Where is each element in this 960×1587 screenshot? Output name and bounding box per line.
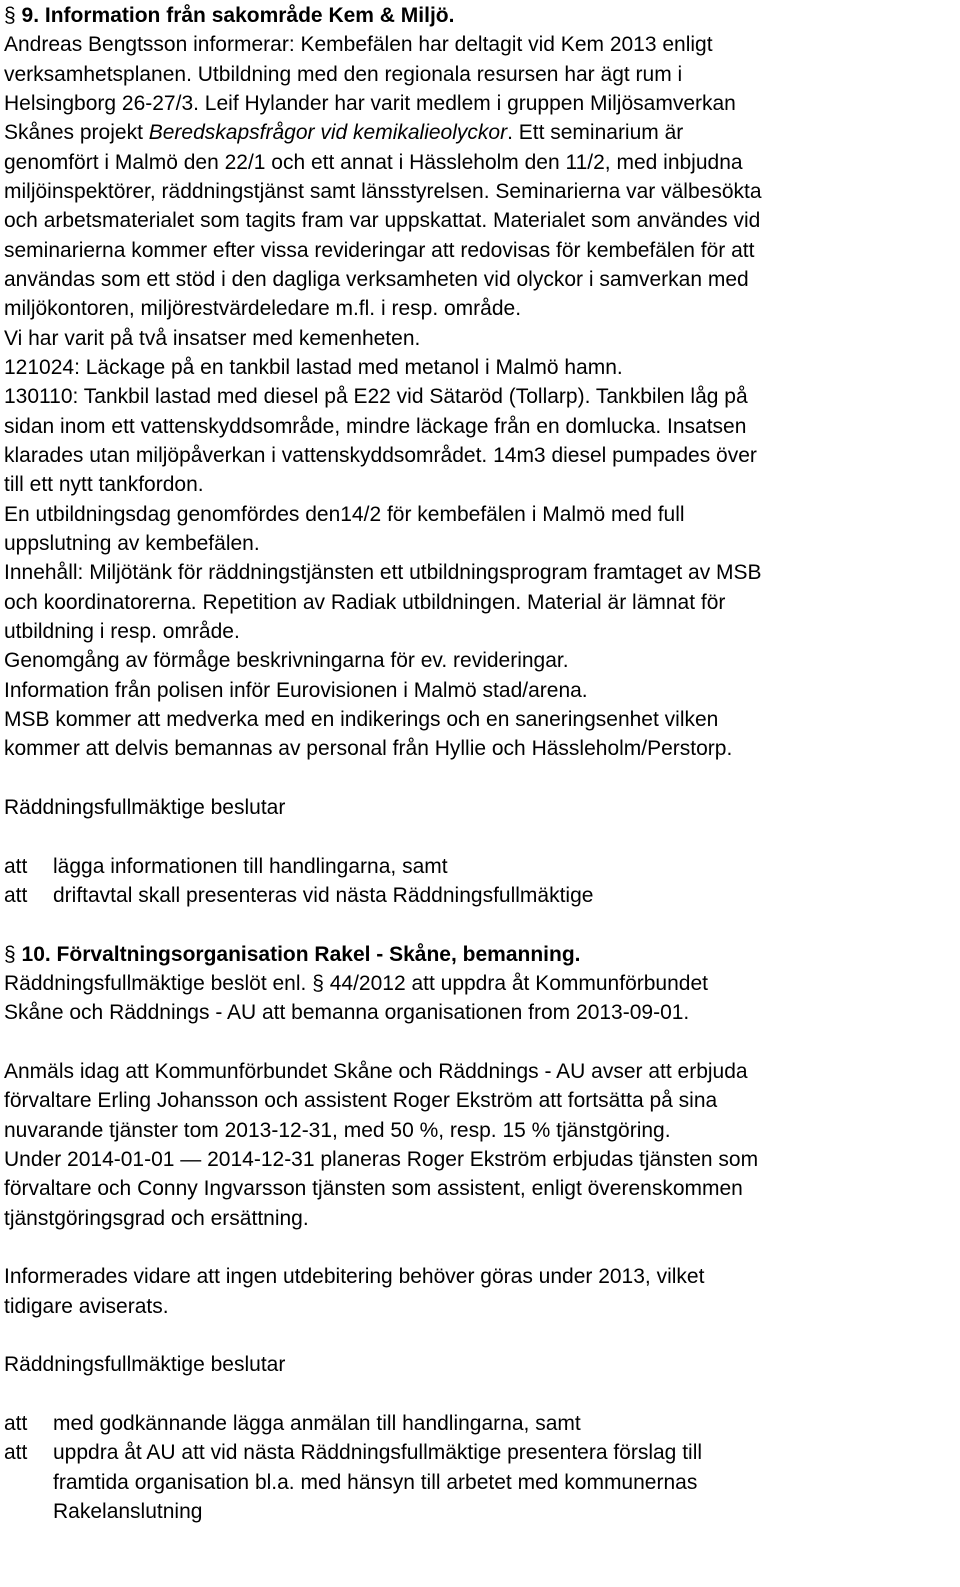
paragraph-sign: § [312, 972, 324, 995]
body-line: miljökontoren, miljörestvärdeledare m.fl. i resp. område. [4, 297, 522, 320]
decision-continuation [4, 1498, 954, 1526]
body-text: Räddningsfullmäktige beslöt enl. [4, 972, 313, 995]
body-line: uppslutning av kembefälen. [4, 532, 260, 555]
paragraph-sign: § [4, 4, 16, 27]
body-line [4, 970, 708, 998]
body-line: nuvarande tjänster tom 2013-12-31, med 50 %, resp. 15 % tjänstgöring. [4, 1119, 671, 1142]
body-line: Innehåll: Miljötänk för räddningstjänsten ett utbildningsprogram framtaget av MSB [4, 561, 762, 584]
body-line: seminarierna kommer efter vissa revideringar att redovisas för kembefälen för att [4, 239, 755, 262]
decision-label: att [4, 884, 28, 907]
decision-text: lägga informationen till handlingarna, samt [53, 855, 448, 878]
body-line: och arbetsmaterialet som tagits fram var uppskattat. Materialet som användes vid [4, 209, 761, 232]
body-text: Skånes projekt [4, 121, 149, 144]
decision-title: Räddningsfullmäktige beslutar [4, 796, 286, 819]
body-line: Genomgång av förmåge beskrivningarna för ev. revideringar. [4, 649, 569, 672]
decision-text: Rakelanslutning [53, 1500, 203, 1523]
body-line: klarades utan miljöpåverkan i vattenskyddsområdet. 14m3 diesel pumpades över [4, 444, 757, 467]
decision-text: framtida organisation bl.a. med hänsyn till arbetet med kommunernas [53, 1471, 698, 1494]
body-line: MSB kommer att medverka med en indikerings och en saneringsenhet vilken [4, 708, 719, 731]
body-line: Anmäls idag att Kommunförbundet Skåne och Räddnings - AU avser att erbjuda [4, 1060, 748, 1083]
decision-item [4, 1410, 954, 1438]
body-line: tjänstgöringsgrad och ersättning. [4, 1207, 309, 1230]
body-line: och koordinatorerna. Repetition av Radiak utbildningen. Material är lämnat för [4, 591, 726, 614]
body-line: till ett nytt tankfordon. [4, 473, 204, 496]
decision-item [4, 882, 954, 910]
body-line: verksamhetsplanen. Utbildning med den regionala resursen har ägt rum i [4, 63, 683, 86]
body-line: förvaltare Erling Johansson och assistent Roger Ekström att fortsätta på sina [4, 1089, 718, 1112]
body-text: 44/2012 att uppdra åt Kommunförbundet [323, 972, 708, 995]
body-line: utbildning i resp. område. [4, 620, 240, 643]
decision-label: att [4, 1441, 28, 1464]
section-9-title: 9. Information från sakområde Kem & Miljö. [21, 4, 455, 27]
body-line: Vi har varit på två insatser med kemenheten. [4, 327, 421, 350]
decision-text: driftavtal skall presenteras vid nästa Räddningsfullmäktige [53, 884, 594, 907]
decision-text: med godkännande lägga anmälan till handlingarna, samt [53, 1412, 581, 1435]
body-line: tidigare aviserats. [4, 1295, 169, 1318]
body-line: förvaltare och Conny Ingvarsson tjänsten som assistent, enligt överenskommen [4, 1177, 743, 1200]
decision-text: uppdra åt AU att vid nästa Räddningsfullmäktige presentera förslag till [53, 1441, 703, 1464]
body-line [4, 119, 683, 147]
decision-item [4, 1439, 954, 1467]
body-line: Andreas Bengtsson informerar: Kembefälen har deltagit vid Kem 2013 enligt [4, 33, 713, 56]
body-line: kommer att delvis bemannas av personal från Hyllie och Hässleholm/Perstorp. [4, 737, 733, 760]
decision-continuation [4, 1469, 954, 1497]
body-text: . Ett seminarium är [507, 121, 684, 144]
body-line: användas som ett stöd i den dagliga verksamheten vid olyckor i samverkan med [4, 268, 749, 291]
decision-title: Räddningsfullmäktige beslutar [4, 1353, 286, 1376]
body-line: Informerades vidare att ingen utdebitering behöver göras under 2013, vilket [4, 1265, 705, 1288]
body-line: 130110: Tankbil lastad med diesel på E22 vid Sätaröd (Tollarp). Tankbilen låg på [4, 385, 748, 408]
section-9-heading [4, 2, 454, 30]
section-10-heading [4, 941, 581, 969]
body-line: genomfört i Malmö den 22/1 och ett annat i Hässleholm den 11/2, med inbjudna [4, 151, 743, 174]
body-line: miljöinspektörer, räddningstjänst samt länsstyrelsen. Seminarierna var välbesökta [4, 180, 762, 203]
body-line: Skåne och Räddnings - AU att bemanna organisationen from 2013-09-01. [4, 1001, 690, 1024]
decision-item [4, 853, 954, 881]
body-line: 121024: Läckage på en tankbil lastad med metanol i Malmö hamn. [4, 356, 623, 379]
section-10-title: 10. Förvaltningsorganisation Rakel - Skåne, bemanning. [21, 943, 581, 966]
decision-label: att [4, 1412, 28, 1435]
body-line: sidan inom ett vattenskyddsområde, mindre läckage från en domlucka. Insatsen [4, 415, 747, 438]
body-line: Under 2014-01-01 — 2014-12-31 planeras Roger Ekström erbjudas tjänsten som [4, 1148, 759, 1171]
project-title: Beredskapsfrågor vid kemikalieolyckor [148, 121, 508, 144]
paragraph-sign: § [4, 943, 16, 966]
body-line: En utbildningsdag genomfördes den14/2 för kembefälen i Malmö med full [4, 503, 685, 526]
body-line: Helsingborg 26-27/3. Leif Hylander har varit medlem i gruppen Miljösamverkan [4, 92, 736, 115]
decision-label: att [4, 855, 28, 878]
body-line: Information från polisen inför Eurovisionen i Malmö stad/arena. [4, 679, 588, 702]
